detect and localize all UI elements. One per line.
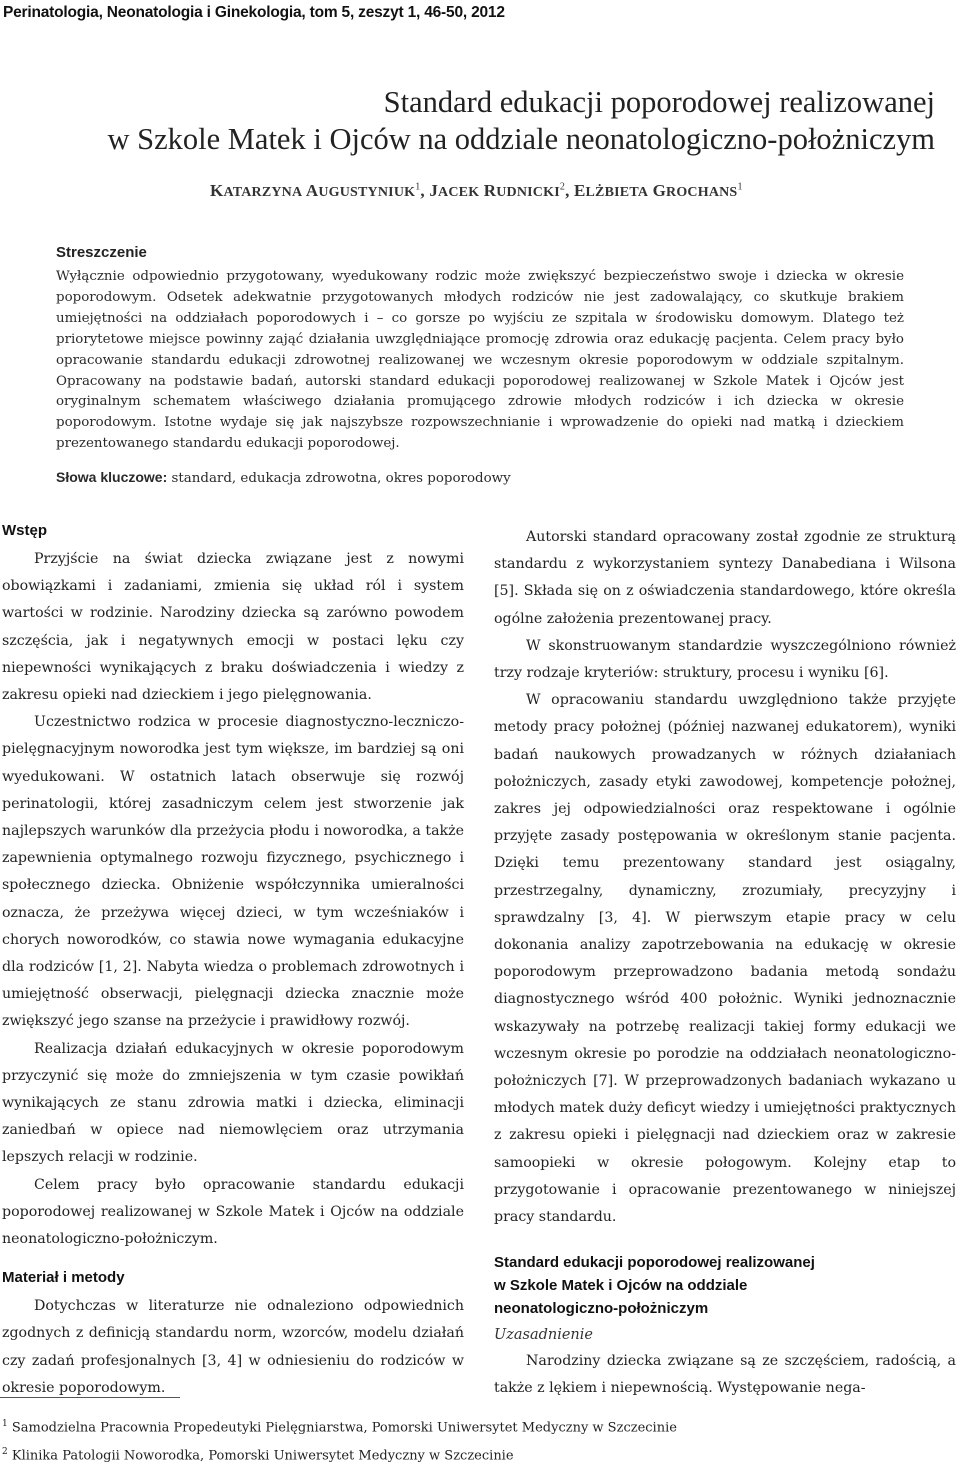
abstract-text: Wyłącznie odpowiednio przygotowany, wyedukowany rodzic może zwiększyć bezpieczeństwo swoje i dziecka w okresie poporodowym. Odsetek adekwatnie przygotowanych młodych rodziców nie jest zadowalający, co skutkuje brakiem umiejętności na oddziałach poporodowych i – co gorsze po wyjściu ze szpitala w środowisku domowym. Dlatego też priorytetowe miejsce powinny zająć działania uwzględniające promocję zdrowia oraz edukację pacjenta. Celem pracy było opracowanie standardu edukacji zdrowotnej realizowanej we wczesnym okresie poporodowym w oddziale szpitalnym. Opracowany na podstawie badań, autorski standard edukacji poporodowej realizowanej w Szkole Matek i Ojców jest oryginalnym schematem właściwego działania promującego zdrowie młodych rodziców i ich dziecka w okresie poporodowym. Istotne wydaje się jak najszybsze rozpowszechnianie i wprowadzenie do opieki nad matką i dzieckiem prezentowanego standardu edukacji poporodowej.	[56, 269, 904, 452]
paragraph: W skonstruowanym standardzie wyszczególniono również trzy rodzaje kryteriów: struktury, procesu i wyniku [6].	[494, 637, 956, 682]
left-column	[2, 522, 464, 1402]
author-list: KATARZYNA AUGUSTYNIUK$^1$, JACEK RUDNICKI$^2$, ELŻBIETA GROCHANS$^1$	[210, 181, 743, 200]
paragraph: W opracowaniu standardu uwzględniono także przyjęte metody pracy położnej (później nazwanej edukatorem), wyniki badań naukowych prowadzanych w różnych działaniach położniczych, zasady etyki zawodowej, kompetencje położnej, zakres jej odpowiedzialności oraz respektowane i ogólnie przyjęte zasady postępowania w określonym stanie pacjenta. Dzięki temu prezentowany standard jest osiągalny, przestrzegalny, dynamiczny, zrozumiały, precyzyjny i sprawdzalny [3, 4]. W pierwszym etapie pracy w celu dokonania analizy zapotrzebowania na edukację w okresie poporodowym przeprowadzono badania metodą sondażu diagnostycznego wśród 400 położnic. Wyniki jednoznacznie wskazywały na potrzebę realizacji takiej formy edukacji we wczesnym okresie po porodzie na oddziałach neonatologiczno-położniczych [7]. W przeprowadzonych badaniach wykazano u młodych matek duży deficyt wiedzy i umiejętności praktycznych z zakresu opieki i pielęgnacji nad dzieckiem oraz w zakresie samoopieki w okresie połogowym. Kolejny etap to przygotowanie i opracowanie prezentowanego w niniejszej pracy standardu.	[494, 692, 956, 1226]
abstract-heading: Streszczenie	[56, 244, 147, 261]
author-name: ELŻBIETA GROCHANS$^1$	[573, 181, 743, 200]
footnote: $^2$ Klinika Patologii Noworodka, Pomorski Uniwersytet Medyczny w Szczecinie	[2, 1447, 514, 1464]
footnotes	[2, 1412, 942, 1469]
footnote-divider	[0, 1397, 180, 1398]
author-name: KATARZYNA AUGUSTYNIUK$^1$	[210, 181, 421, 200]
paragraph: Autorski standard opracowany został zgodnie ze strukturą standardu z wykorzystaniem syntezy Danabediana i Wilsona [5]. Składa się on z oświadczenia standardowego, które określa ogólne założenia prezentowanej pracy.	[494, 529, 956, 627]
author-name: JACEK RUDNICKI$^2$	[429, 181, 566, 200]
running-head: Perinatologia, Neonatologia i Ginekologia, tom 5, zeszyt 1, 46-50, 2012	[3, 4, 505, 21]
paragraph: Narodziny dziecka związane są ze szczęściem, radością, a także z lękiem i niepewnością. Występowanie nega-	[494, 1353, 956, 1397]
paragraph: Celem pracy było opracowanie standardu edukacji poporodowej realizowanej w Szkole Matek i Ojców na oddziale neonatologiczno-położniczym.	[2, 1176, 464, 1248]
right-column	[494, 524, 956, 1403]
keywords	[56, 467, 904, 489]
heading-line: neonatologiczno-położniczym	[494, 1300, 709, 1318]
heading-line: w Szkole Matek i Ojców na oddziale	[494, 1277, 748, 1295]
paragraph: Uczestnictwo rodzica w procesie diagnostyczno-leczniczo-pielęgnacyjnym noworodka jest tym większe, im bardziej są oni wyedukowani. W ostatnich latach obserwuje się rozwój perinatologii, której zasadniczym celem jest stworzenie jak najlepszych warunków dla przeżycia płodu i noworodka, a także zapewnienia optymalnego rozwoju fizycznego, psychicznego i społecznego dziecka. Obniżenie współczynnika umieralności oznacza, że przeżywa więcej dzieci, w tym wcześniaków i chorych noworodków, co stawia nowe wymagania edukacyjne dla rodziców [1, 2]. Nabyta wiedza o problemach zdrowotnych i umiejętność obserwacji, pielęgnacji dziecka znacznie może zwiększyć jego szanse na przeżycie i prawidłowy rozwój.	[2, 714, 464, 1030]
section-heading-intro: Wstęp	[2, 522, 47, 539]
heading-line: Standard edukacji poporodowej realizowanej	[494, 1254, 815, 1272]
section-heading-methods: Materiał i metody	[2, 1269, 125, 1287]
subheading-uzasadnienie: Uzasadnienie	[494, 1327, 593, 1344]
article-title	[0, 84, 935, 158]
paragraph: Realizacja działań edukacyjnych w okresie poporodowym przyczynić się może do zmniejszenia w tym czasie powikłań wynikających ze stanu zdrowia matki i dziecka, eliminacji zaniedbań w opiece nad niemowlęciem oraz utrzymania lepszych relacji w rodzinie.	[2, 1040, 464, 1166]
paragraph: Dotychczas w literaturze nie odnaleziono odpowiednich zgodnych z definicją standardu norm, wzorców, modelu działań czy zadań profesjonalnych [3, 4] w odniesieniu do rodziców w okresie poporodowym.	[2, 1298, 464, 1396]
title-line: Standard edukacji poporodowej realizowanej	[383, 85, 935, 119]
section-heading-standard	[494, 1251, 956, 1320]
keywords-text: standard, edukacja zdrowotna, okres poporodowy	[171, 471, 511, 487]
title-line: w Szkole Matek i Ojców na oddziale neonatologiczno-położniczym	[107, 122, 935, 156]
paragraph: Przyjście na świat dziecka związane jest z nowymi obowiązkami i zadaniami, zmienia się układ ról i system wartości w rodzinie. Narodziny dziecka są zarówno powodem szczęścia, jak i negatywnych emocji w postaci lęku czy niepewności wynikających z braku doświadczenia i wiedzy z zakresu opieki nad dzieckiem i jego pielęgnowania.	[2, 551, 464, 704]
keywords-label: Słowa kluczowe:	[56, 469, 168, 486]
footnote: $^1$ Samodzielna Pracownia Propedeutyki Pielęgniarstwa, Pomorski Uniwersytet Medyczny w Szczecinie	[2, 1419, 677, 1436]
abstract	[56, 244, 904, 489]
